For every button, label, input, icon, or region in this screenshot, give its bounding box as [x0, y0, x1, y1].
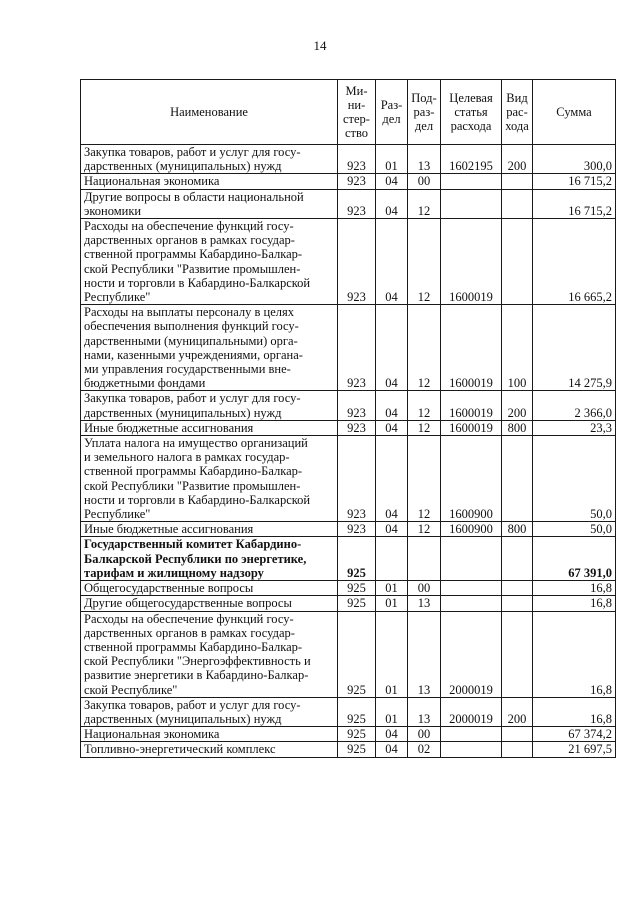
- header-target: Целевая статья расхода: [441, 80, 502, 145]
- table-row: [81, 305, 616, 391]
- cell-sum: 16,8: [533, 611, 616, 697]
- cell-ministry: 923: [338, 189, 376, 218]
- cell-ministry: 923: [338, 174, 376, 189]
- header-subsection: Под- раз- дел: [408, 80, 441, 145]
- table-row: [81, 697, 616, 726]
- header-name: Наименование: [81, 80, 338, 145]
- cell-name: Иные бюджетные ассигнования: [81, 420, 338, 435]
- cell-target: [441, 727, 502, 742]
- cell-name: Расходы на выплаты персоналу в целях обеспечения выполнения функций госу- дарственными (муниципальными) орга- нами, казенными учреждениями, органа- ми управления государственными вне- бюджетными фондами: [81, 305, 338, 391]
- cell-type: [502, 581, 533, 596]
- cell-subsection: 12: [408, 189, 441, 218]
- table-row: [81, 727, 616, 742]
- header-sum: Сумма: [533, 80, 616, 145]
- table-row: [81, 174, 616, 189]
- cell-ministry: 923: [338, 305, 376, 391]
- cell-ministry: 925: [338, 581, 376, 596]
- table-row: [81, 189, 616, 218]
- cell-section: 04: [376, 189, 408, 218]
- header-section: Раз- дел: [376, 80, 408, 145]
- cell-section: 04: [376, 522, 408, 537]
- cell-target: 1602195: [441, 145, 502, 174]
- cell-name: Общегосударственные вопросы: [81, 581, 338, 596]
- cell-section: 04: [376, 391, 408, 420]
- cell-subsection: 00: [408, 727, 441, 742]
- cell-subsection: 12: [408, 522, 441, 537]
- cell-target: 1600900: [441, 436, 502, 522]
- cell-name: Расходы на обеспечение функций госу- дарственных органов в рамках государ- ственной программы Кабардино-Балкар- ской Республики "Энергоэффективность и развитие энергетики в Кабардино-Балкар- ской Республике": [81, 611, 338, 697]
- cell-section: 01: [376, 697, 408, 726]
- cell-section: 04: [376, 174, 408, 189]
- cell-target: [441, 537, 502, 581]
- cell-type: 200: [502, 697, 533, 726]
- cell-subsection: 12: [408, 436, 441, 522]
- cell-type: [502, 189, 533, 218]
- cell-section: 01: [376, 145, 408, 174]
- table-row: [81, 436, 616, 522]
- cell-sum: 300,0: [533, 145, 616, 174]
- cell-ministry: 923: [338, 145, 376, 174]
- table-body: [81, 145, 616, 758]
- cell-ministry: 923: [338, 420, 376, 435]
- cell-section: 01: [376, 611, 408, 697]
- cell-section: 04: [376, 436, 408, 522]
- cell-subsection: 00: [408, 581, 441, 596]
- cell-ministry: 923: [338, 436, 376, 522]
- cell-name: Закупка товаров, работ и услуг для госу- дарственных (муниципальных) нужд: [81, 697, 338, 726]
- cell-name: Топливно-энергетический комплекс: [81, 742, 338, 757]
- cell-sum: 16,8: [533, 697, 616, 726]
- cell-target: 1600019: [441, 219, 502, 305]
- cell-ministry: 925: [338, 611, 376, 697]
- page-number: 14: [313, 38, 327, 53]
- cell-target: 1600019: [441, 391, 502, 420]
- cell-target: 2000019: [441, 611, 502, 697]
- cell-type: [502, 611, 533, 697]
- cell-target: 1600019: [441, 305, 502, 391]
- cell-type: 800: [502, 522, 533, 537]
- table-header: [81, 80, 616, 145]
- cell-ministry: 923: [338, 522, 376, 537]
- cell-name: Иные бюджетные ассигнования: [81, 522, 338, 537]
- cell-ministry: 923: [338, 219, 376, 305]
- cell-sum: 16,8: [533, 581, 616, 596]
- cell-section: 04: [376, 305, 408, 391]
- cell-subsection: 12: [408, 420, 441, 435]
- cell-ministry: 925: [338, 742, 376, 757]
- table-row: [81, 219, 616, 305]
- cell-sum: 16 665,2: [533, 219, 616, 305]
- cell-name: Другие вопросы в области национальной экономики: [81, 189, 338, 218]
- cell-ministry: 925: [338, 727, 376, 742]
- cell-sum: 2 366,0: [533, 391, 616, 420]
- cell-name: Национальная экономика: [81, 174, 338, 189]
- cell-sum: 16 715,2: [533, 174, 616, 189]
- cell-subsection: 12: [408, 219, 441, 305]
- cell-subsection: 00: [408, 174, 441, 189]
- cell-subsection: 13: [408, 145, 441, 174]
- cell-section: 04: [376, 219, 408, 305]
- cell-sum: 50,0: [533, 436, 616, 522]
- cell-section: [376, 537, 408, 581]
- cell-section: 04: [376, 420, 408, 435]
- cell-sum: 21 697,5: [533, 742, 616, 757]
- cell-target: [441, 742, 502, 757]
- cell-subsection: 12: [408, 305, 441, 391]
- cell-type: [502, 436, 533, 522]
- cell-ministry: 923: [338, 391, 376, 420]
- header-row: [81, 80, 616, 145]
- cell-ministry: 925: [338, 537, 376, 581]
- table-row: [81, 742, 616, 757]
- cell-type: 200: [502, 391, 533, 420]
- cell-section: 04: [376, 727, 408, 742]
- cell-name: Другие общегосударственные вопросы: [81, 596, 338, 611]
- table-row: [81, 596, 616, 611]
- cell-sum: 23,3: [533, 420, 616, 435]
- cell-sum: 67 391,0: [533, 537, 616, 581]
- cell-section: 04: [376, 742, 408, 757]
- cell-type: [502, 537, 533, 581]
- cell-sum: 50,0: [533, 522, 616, 537]
- cell-name: Расходы на обеспечение функций госу- дарственных органов в рамках государ- ственной программы Кабардино-Балкар- ской Республики "Развитие промышлен- ности и торговли в Кабардино-Балкарской Республике": [81, 219, 338, 305]
- cell-target: 1600019: [441, 420, 502, 435]
- table-row: [81, 581, 616, 596]
- cell-sum: 67 374,2: [533, 727, 616, 742]
- cell-ministry: 925: [338, 596, 376, 611]
- budget-table: [80, 79, 616, 758]
- cell-target: [441, 596, 502, 611]
- cell-type: [502, 219, 533, 305]
- table-row: [81, 611, 616, 697]
- cell-target: [441, 174, 502, 189]
- cell-target: 2000019: [441, 697, 502, 726]
- cell-subsection: 13: [408, 596, 441, 611]
- cell-name: Государственный комитет Кабардино- Балкарской Республики по энергетике, тарифам и жилищному надзору: [81, 537, 338, 581]
- cell-name: Уплата налога на имущество организаций и земельного налога в рамках государ- ственной программы Кабардино-Балкар- ской Республики "Развитие промышлен- ности и торговли в Кабардино-Балкарской Республике": [81, 436, 338, 522]
- cell-type: 100: [502, 305, 533, 391]
- cell-section: 01: [376, 596, 408, 611]
- table-row: [81, 420, 616, 435]
- table-row: [81, 522, 616, 537]
- cell-sum: 16,8: [533, 596, 616, 611]
- cell-name: Закупка товаров, работ и услуг для госу- дарственных (муниципальных) нужд: [81, 145, 338, 174]
- table-row: [81, 537, 616, 581]
- cell-sum: 14 275,9: [533, 305, 616, 391]
- cell-name: Национальная экономика: [81, 727, 338, 742]
- header-type: Вид рас- хода: [502, 80, 533, 145]
- cell-type: 200: [502, 145, 533, 174]
- cell-type: [502, 727, 533, 742]
- header-ministry: Ми- ни- стер- ство: [338, 80, 376, 145]
- table-row: [81, 391, 616, 420]
- cell-subsection: 12: [408, 391, 441, 420]
- cell-type: 800: [502, 420, 533, 435]
- cell-type: [502, 742, 533, 757]
- cell-type: [502, 596, 533, 611]
- cell-subsection: 02: [408, 742, 441, 757]
- cell-subsection: 13: [408, 611, 441, 697]
- cell-type: [502, 174, 533, 189]
- table-row: [81, 145, 616, 174]
- cell-section: 01: [376, 581, 408, 596]
- cell-target: 1600900: [441, 522, 502, 537]
- cell-subsection: 13: [408, 697, 441, 726]
- cell-ministry: 925: [338, 697, 376, 726]
- cell-sum: 16 715,2: [533, 189, 616, 218]
- cell-target: [441, 581, 502, 596]
- cell-subsection: [408, 537, 441, 581]
- cell-target: [441, 189, 502, 218]
- cell-name: Закупка товаров, работ и услуг для госу- дарственных (муниципальных) нужд: [81, 391, 338, 420]
